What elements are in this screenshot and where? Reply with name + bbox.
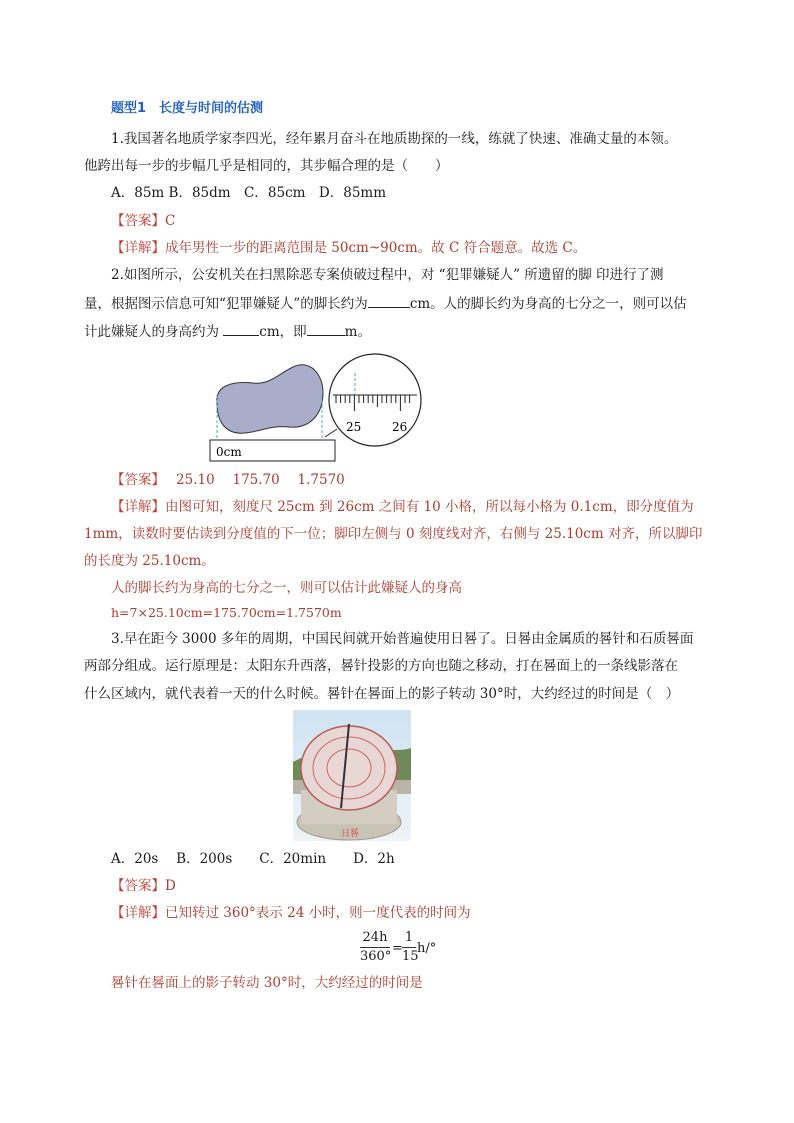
answer-value: C: [165, 213, 176, 229]
answer-label: 【答案】: [111, 213, 165, 229]
sundial-photo: [293, 710, 411, 841]
answer-value: 25.10 175.70 1.7570: [176, 472, 345, 488]
q3-stem-line3: 什么区域内，就代表着一天的什么时候。晷针在晷面上的影子转动 30°时，大约经过的时间是（ ）: [84, 686, 680, 702]
q2-stem-line1: 2.如图所示，公安机关在扫黑除恶专案侦破过程中，对 “犯罪嫌疑人” 所遗留的脚 印进行了测: [111, 267, 664, 283]
tick-label-25: 25: [346, 420, 362, 434]
q2-detail-line2: 1mm，读数时要估读到分度值的下一位；脚印左侧与 0 刻度线对齐，右侧与 25.10cm 对齐，所以脚印: [84, 526, 703, 542]
tick-label-26: 26: [392, 420, 408, 434]
magnifier-connector: [325, 429, 337, 437]
answer-blank: [307, 321, 345, 336]
fraction-bar: [402, 947, 416, 948]
q2-answer: [111, 470, 345, 490]
detail-label: 【详解】: [111, 240, 165, 256]
footprint-shape: [217, 365, 323, 433]
footprint-ruler-figure: [205, 345, 435, 465]
answer-blank: [223, 321, 259, 336]
detail-text: 由图可知，刻度尺 25cm 到 26cm 之间有 10 小格，所以每小格为 0.1cm，即分度值为: [165, 499, 694, 515]
q2-text: cm。人的脚长约为身高的七分之一，则可以估: [409, 296, 687, 312]
q1-answer: [111, 211, 175, 231]
q1-options: A．85m B．85dm C．85cm D．85mm: [111, 185, 387, 201]
q3-detail-line2: 晷针在晷面上的影子转动 30°时，大约经过的时间是: [111, 975, 423, 991]
q2-detail-formula: h=7×25.10cm=175.70cm=1.7570m: [111, 605, 342, 620]
q3-stem-line2: 两部分组成。运行原理是：太阳东升西落，晷针投影的方向也随之移动，打在晷面上的一条线影落在: [84, 658, 678, 674]
unit-h-per-degree: h/°: [417, 941, 437, 956]
q2-text: 量，根据图示信息可知“犯罪嫌疑人”的脚长约为: [84, 296, 368, 312]
equals-sign: =: [392, 941, 403, 956]
photo-caption: 日晷: [341, 829, 360, 839]
q1-stem-line2: 他跨出每一步的步幅几乎是相同的，其步幅合理的是（ ）: [84, 158, 449, 174]
answer-value: D: [165, 878, 176, 894]
q1-detail: [111, 238, 586, 258]
q2-text: m。: [344, 324, 371, 340]
q3-detail-line1: [111, 903, 471, 923]
q2-detail-line3: 的长度为 25.10cm。: [84, 553, 215, 569]
detail-text: 已知转过 360°表示 24 小时，则一度代表的时间为: [165, 905, 471, 921]
detail-label: 【详解】: [111, 499, 165, 515]
fraction-denominator: 15: [402, 949, 419, 964]
section-title: 题型1 长度与时间的估测: [111, 101, 264, 116]
q3-stem-line1: 3.早在距今 3000 多年的周期，中国民间就开始普遍使用日晷了。日晷由金属质的晷针和石质晷面: [111, 631, 694, 647]
fraction-1-over-15: [402, 930, 419, 965]
q3-options: A．20s B．200s C．20min D．2h: [111, 851, 395, 867]
q2-stem-line3: [84, 321, 371, 342]
fraction-denominator: 360°: [360, 949, 392, 964]
q3-answer: [111, 876, 176, 896]
q2-detail-line1: [111, 497, 694, 517]
q2-text: 计此嫌疑人的身高约为: [84, 324, 224, 340]
fraction-bar: [360, 947, 390, 948]
detail-text: 成年男性一步的距离范围是 50cm~90cm。故 C 符合题意。故选 C。: [165, 240, 587, 256]
answer-blank: [368, 293, 410, 308]
fraction-24h-over-360: [360, 930, 390, 965]
detail-label: 【详解】: [111, 905, 165, 921]
fraction-numerator: 24h: [362, 930, 388, 945]
answer-label: 【答案】: [111, 878, 165, 894]
q2-stem-line2: [84, 293, 687, 314]
q2-text: cm，即: [259, 324, 307, 340]
sundial-face: [301, 726, 397, 810]
fraction-numerator: 1: [404, 930, 414, 945]
q1-stem-line1: 1.我国著名地质学家李四光，经年累月奋斗在地质勘探的一线，练就了快速、准确丈量的本领。: [111, 131, 678, 147]
q2-detail-line4: 人的脚长约为身高的七分之一，则可以估计此嫌疑人的身高: [111, 580, 462, 596]
ruler-zero-label: 0cm: [216, 445, 242, 459]
answer-label: 【答案】: [111, 472, 159, 488]
